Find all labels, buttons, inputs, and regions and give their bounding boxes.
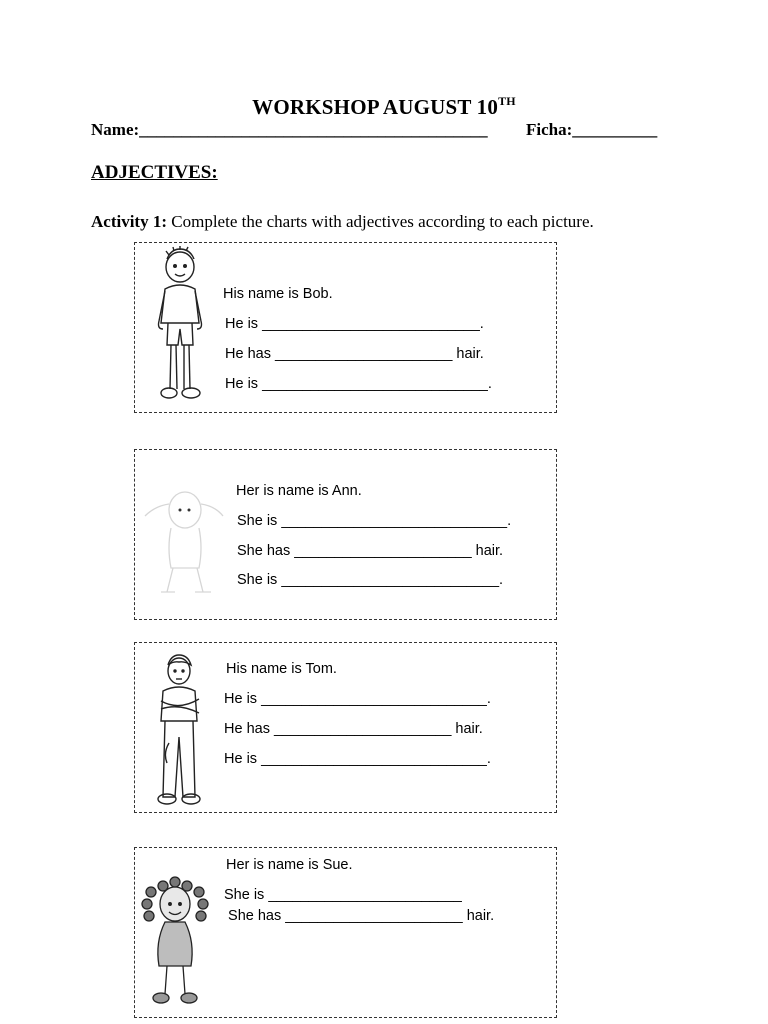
card-sue-line-3: She has ______________________ hair. xyxy=(224,908,495,924)
ficha-field-label: Ficha:__________ xyxy=(526,120,658,139)
card-bob xyxy=(134,242,557,413)
boy-bob-drawing xyxy=(149,245,211,407)
activity-instruction xyxy=(91,212,594,232)
boy-tom-drawing xyxy=(149,651,211,805)
card-ann xyxy=(134,449,557,620)
girl-sue-drawing xyxy=(137,876,215,1008)
card-bob-line-2: He is ___________________________. xyxy=(225,316,484,332)
section-heading: ADJECTIVES: xyxy=(91,162,218,183)
card-tom-line-3: He has ______________________ hair. xyxy=(224,721,483,737)
activity-text: Complete the charts with adjectives according to each picture. xyxy=(167,212,594,231)
activity-label: Activity 1: xyxy=(91,212,168,231)
name-field-label: Name:_________________________________________ xyxy=(91,120,488,139)
card-tom-line-4: He is ____________________________. xyxy=(224,751,491,767)
card-bob-line-1: His name is Bob. xyxy=(223,286,333,302)
page-title xyxy=(0,94,768,120)
card-tom-line-1: His name is Tom. xyxy=(226,661,337,677)
card-tom-line-2: He is ____________________________. xyxy=(224,691,491,707)
card-ann-line-4: She is ___________________________. xyxy=(237,572,504,588)
card-tom xyxy=(134,642,557,813)
card-sue xyxy=(134,847,557,1018)
title-superscript: TH xyxy=(498,94,516,108)
card-ann-line-2: She is ____________________________. xyxy=(237,513,512,529)
girl-ann-drawing xyxy=(139,480,229,602)
card-sue-line-2: She is ________________________ xyxy=(224,887,462,903)
card-sue-line-1: Her is name is Sue. xyxy=(226,857,353,873)
card-bob-line-4: He is ____________________________. xyxy=(225,376,492,392)
card-bob-line-3: He has ______________________ hair. xyxy=(225,346,484,362)
card-ann-line-1: Her is name is Ann. xyxy=(236,483,362,499)
title-text: WORKSHOP AUGUST 10 xyxy=(252,95,499,119)
card-ann-line-3: She has ______________________ hair. xyxy=(237,543,504,559)
